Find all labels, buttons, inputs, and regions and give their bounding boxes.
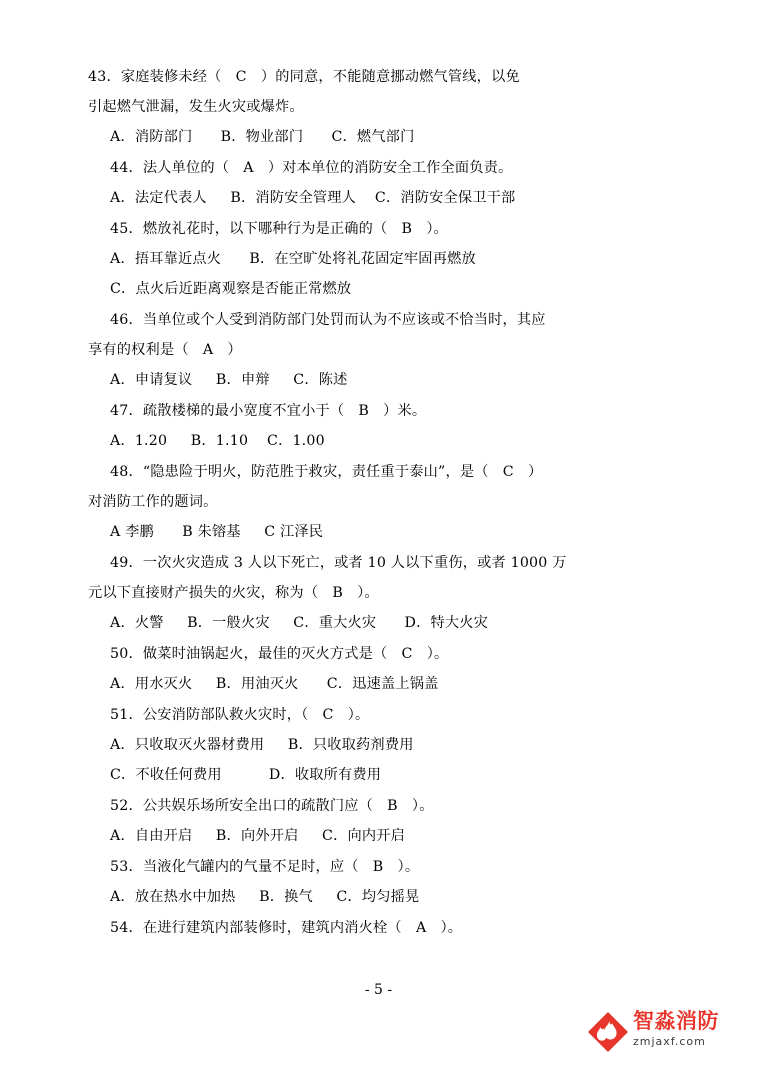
- question-item: [88, 62, 668, 152]
- question-options-line: A．消防部门 B．物业部门 C．燃气部门: [110, 129, 415, 145]
- question-item: [88, 852, 668, 912]
- question-options-line: A．法定代表人 B．消防安全管理人 C．消防安全保卫干部: [110, 190, 516, 206]
- question-stem-line: 46．当单位或个人受到消防部门处罚而认为不应该或不恰当时，其应: [110, 312, 546, 328]
- question-stem-line: 43．家庭装修未经（ C ）的同意，不能随意挪动燃气管线，以免: [88, 69, 520, 85]
- question-item: [88, 396, 668, 456]
- question-stem-line: 47．疏散楼梯的最小宽度不宜小于（ B ）米。: [110, 403, 427, 419]
- question-stem-line: 53．当液化气罐内的气量不足时，应（ B ）。: [110, 859, 420, 875]
- question-options-line: A．1.20 B．1.10 C．1.00: [110, 433, 325, 449]
- question-stem-line: 51．公安消防部队救火灾时，（ C ）。: [110, 707, 370, 723]
- question-options-line: A．申请复议 B．申辩 C．陈述: [110, 372, 348, 388]
- question-stem-line: 50．做菜时油锅起火，最佳的灭火方式是（ C ）。: [110, 646, 449, 662]
- exam-question-list: [88, 62, 668, 944]
- question-item: [88, 305, 668, 395]
- question-stem-line: 引起燃气泄漏，发生火灾或爆炸。: [88, 99, 304, 115]
- watermark-logo: [587, 1009, 737, 1055]
- question-item: [88, 457, 668, 547]
- flame-shield-icon: [587, 1011, 629, 1053]
- question-options-line: A．用水灭火 B．用油灭火 C．迅速盖上锅盖: [110, 676, 439, 692]
- question-stem-line: 52．公共娱乐场所安全出口的疏散门应（ B ）。: [110, 798, 434, 814]
- question-stem-line: 54．在进行建筑内部装修时，建筑内消火栓（ A ）。: [110, 920, 463, 936]
- question-stem-line: 对消防工作的题词。: [88, 494, 218, 510]
- question-options-line: A．只收取灭火器材费用 B．只收取药剂费用: [110, 737, 414, 753]
- question-stem-line: 45．燃放礼花时，以下哪种行为是正确的（ B ）。: [110, 221, 448, 237]
- brand-name: 智淼消防: [633, 1009, 719, 1033]
- question-item: [88, 913, 668, 943]
- question-item: [88, 153, 668, 213]
- question-item: [88, 639, 668, 699]
- question-item: [88, 791, 668, 851]
- question-stem-line: 48．“隐患险于明火，防范胜于救灾，责任重于泰山”，是（ C ）: [110, 464, 543, 480]
- question-item: [88, 214, 668, 304]
- question-item: [88, 548, 668, 638]
- brand-url: zmjaxf.com: [633, 1035, 706, 1048]
- question-options-line: A．放在热水中加热 B．换气 C．均匀摇晃: [110, 889, 420, 905]
- question-stem-line: 49．一次火灾造成 3 人以下死亡，或者 10 人以下重伤，或者 1000 万: [110, 555, 567, 571]
- question-item: [88, 700, 668, 790]
- question-options-line: A．捂耳靠近点火 B．在空旷处将礼花固定牢固再燃放: [110, 251, 476, 267]
- question-stem-line: 44．法人单位的（ A ）对本单位的消防安全工作全面负责。: [110, 160, 513, 176]
- page-number: - 5 -: [364, 982, 393, 998]
- question-options-line: C．不收任何费用 D．收取所有费用: [110, 767, 382, 783]
- question-options-line: A．火警 B．一般火灾 C．重大火灾 D．特大火灾: [110, 615, 489, 631]
- question-stem-line: 享有的权利是（ A ）: [88, 342, 242, 358]
- watermark-text: [633, 1009, 737, 1049]
- question-options-line: A．自由开启 B．向外开启 C．向内开启: [110, 828, 406, 844]
- question-stem-line: 元以下直接财产损失的火灾，称为（ B ）。: [88, 585, 379, 601]
- question-options-line: C．点火后近距离观察是否能正常燃放: [110, 281, 352, 297]
- question-options-line: A 李鹏 B 朱镕基 C 江泽民: [110, 524, 324, 540]
